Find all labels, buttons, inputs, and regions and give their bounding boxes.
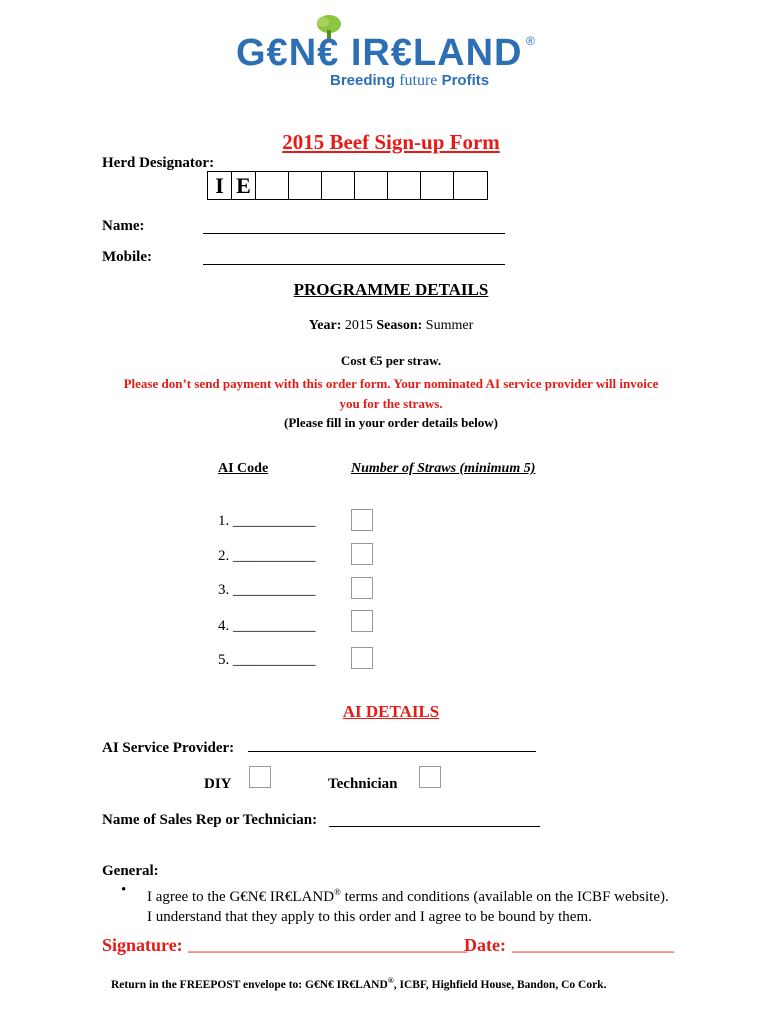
mobile-field[interactable] [203, 264, 505, 265]
herd-cell[interactable] [355, 172, 388, 199]
return-address: Return in the FREEPOST envelope to: G€N€ IR€LAND®, ICBF, Highfield House, Bandon, Co Cork. [111, 976, 607, 991]
ai-code-row[interactable]: 5. ___________ [218, 652, 316, 668]
general-heading: General: [102, 863, 159, 879]
herd-designator-grid [207, 171, 488, 200]
herd-cell[interactable] [322, 172, 355, 199]
payment-note: Please don’t send payment with this order form. Your nominated AI service provider will invoice you for the straws. [123, 376, 659, 411]
date-label: Date: [464, 935, 506, 955]
logo-tagline: Breeding future Profits [330, 72, 490, 89]
date-field[interactable]: __________________ [512, 934, 674, 954]
herd-designator-label: Herd Designator: [102, 155, 215, 171]
straws-checkbox[interactable] [351, 610, 373, 632]
herd-cell[interactable] [289, 172, 322, 199]
ai-provider-label: AI Service Provider: [102, 740, 235, 756]
sales-rep-field[interactable] [329, 826, 540, 827]
diy-checkbox[interactable] [249, 766, 271, 788]
diy-label: DIY [204, 776, 232, 792]
straws-checkbox[interactable] [351, 647, 373, 669]
technician-checkbox[interactable] [419, 766, 441, 788]
herd-cell[interactable] [388, 172, 421, 199]
herd-cell: I [208, 172, 232, 199]
form-title: 2015 Beef Sign-up Form [282, 130, 500, 154]
herd-cell[interactable] [421, 172, 454, 199]
ai-code-row[interactable]: 1. ___________ [218, 513, 316, 529]
straws-checkbox[interactable] [351, 509, 373, 531]
straws-checkbox[interactable] [351, 543, 373, 565]
ai-details-heading: AI DETAILS [342, 702, 440, 721]
logo-wordmark: G€N€ IR€LAND [236, 32, 523, 74]
fill-note: (Please fill in your order details below) [284, 415, 498, 430]
herd-cell[interactable] [256, 172, 289, 199]
year-season-line: Year: 2015 Season: Summer [308, 318, 474, 333]
straws-column-header: Number of Straws (minimum 5) [351, 461, 536, 476]
ai-code-row[interactable]: 2. ___________ [218, 548, 316, 564]
mobile-label: Mobile: [102, 249, 152, 265]
herd-cell: E [232, 172, 256, 199]
terms-text: I agree to the G€N€ IR€LAND® terms and conditions (available on the ICBF website). I understand that they apply to this order and I agree to be bound by them. [147, 887, 669, 925]
signature-field[interactable]: _______________________________ [188, 934, 467, 954]
bullet: • [121, 882, 127, 898]
name-label: Name: [102, 218, 145, 234]
straws-checkbox[interactable] [351, 577, 373, 599]
signature-label: Signature: [102, 935, 183, 955]
cost-note: Cost €5 per straw. [340, 353, 442, 368]
ai-provider-field[interactable] [248, 751, 536, 752]
ai-code-row[interactable]: 4. ___________ [218, 618, 316, 634]
technician-label: Technician [328, 776, 398, 792]
programme-heading: PROGRAMME DETAILS [293, 280, 489, 299]
sales-rep-label: Name of Sales Rep or Technician: [102, 812, 318, 828]
name-field[interactable] [203, 233, 505, 234]
ai-code-row[interactable]: 3. ___________ [218, 582, 316, 598]
logo-registered-mark: ® [526, 34, 535, 48]
logo [236, 14, 546, 94]
herd-cell[interactable] [454, 172, 487, 199]
ai-code-column-header: AI Code [218, 461, 269, 476]
